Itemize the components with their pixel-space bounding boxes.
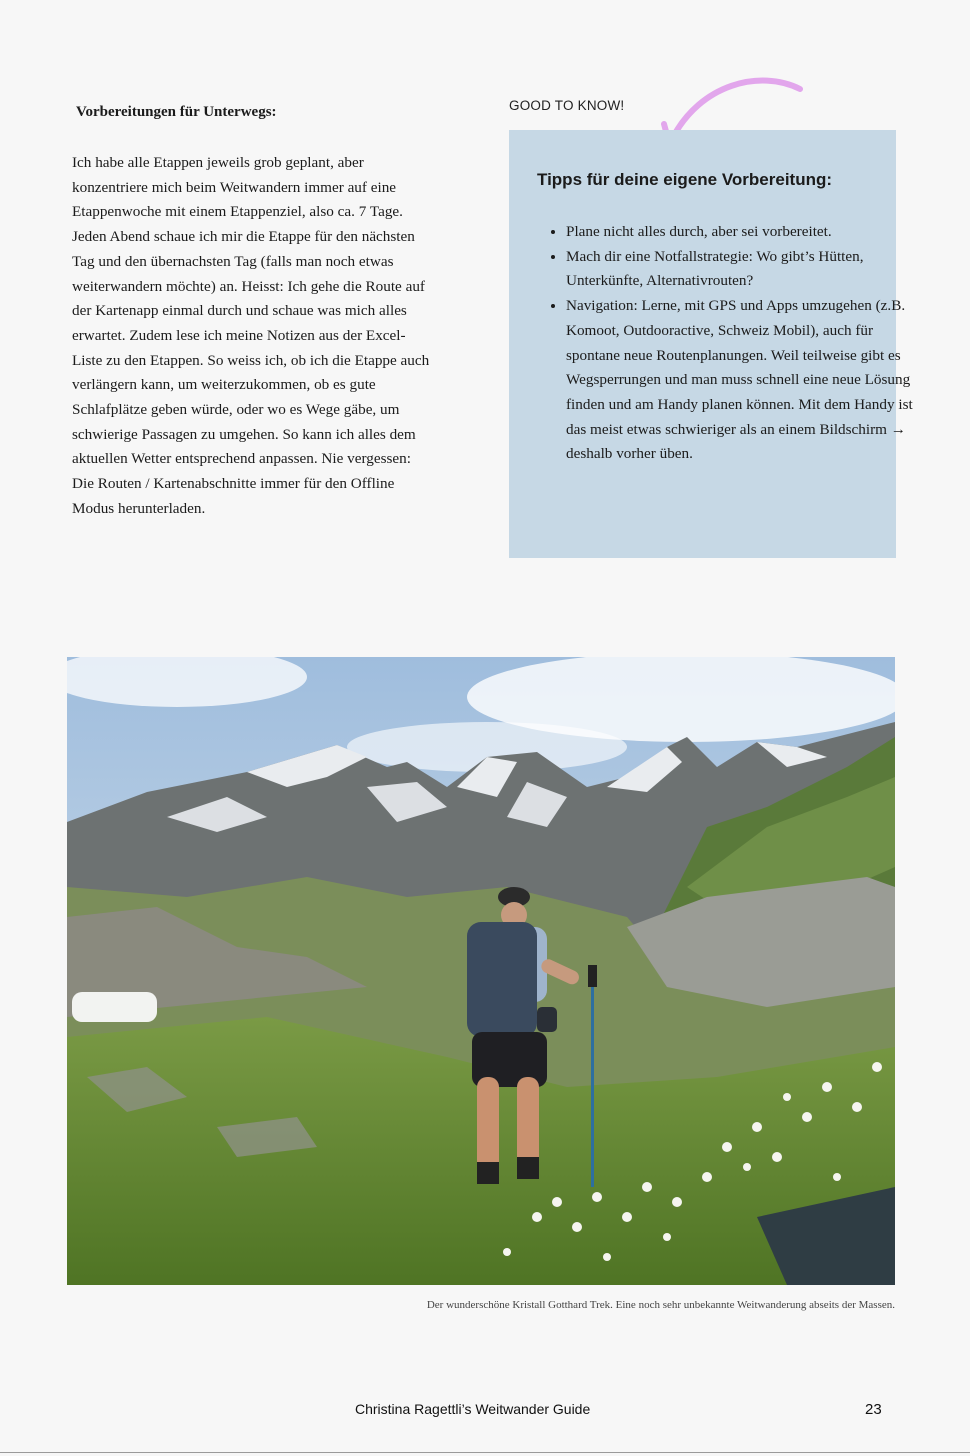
tips-list [525,220,916,467]
section-heading: Vorbereitungen für Unterwegs: [76,104,277,120]
left-column [72,100,432,537]
hiker-mountain-photo [67,657,895,1285]
tips-list-item: • Mach dir eine Notfallstrategie: Wo gibt’s Hütten, Unterkünfte, Alternativrouten? [566,245,916,294]
page-number: 23 [865,1401,882,1418]
footer-title: Christina Ragettli’s Weitwander Guide [355,1401,591,1417]
tips-list-item: • Navigation: Lerne, mit GPS und Apps umzugehen (z.B. Komoot, Outdooractive, Schweiz Mobil), auch für spontane neue Routenplanungen. Weil teilweise gibt es Wegsperrungen und man muss schnell eine neue Lösung finden und am Handy planen können. Mit dem Handy ist das meist etwas schwieriger als an einem Bildschirm → deshalb vorher üben. [566,294,916,467]
tips-box [509,130,913,558]
tips-list-item: • Plane nicht alles durch, aber sei vorbereitet. [566,220,916,245]
good-to-know-label: GOOD TO KNOW! [509,98,625,113]
photo-caption: Der wunderschöne Kristall Gotthard Trek. Eine noch sehr unbekannte Weitwanderung abseits der Massen. [426,1299,895,1311]
body-paragraph: Ich habe alle Etappen jeweils grob geplant, aber konzentriere mich beim Weitwandern immer auf eine Etappenwoche mit einem Etappenziel, also ca. 7 Tage. Jeden Abend schaue ich mir die Etappe für den nächsten Tag und den übernachsten Tag (falls man noch etwas weiterwandern möchte) an. Heisst: Ich gehe die Route auf der Kartenapp einmal durch und schaue was mich alles erwartet. Zudem lese ich meine Notizen aus der Excel-Liste zu den Etappen. So weiss ich, ob ich die Etappe auch verlängern kann, um weiterzukommen, ob es gute Schlafplätze geben würde, oder wo es Wege gäbe, um schwierige Passagen zu umgehen. So kann ich alles dem aktuellen Wetter entsprechend anpassen. Nie vergessen: Die Routen / Kartenabschnitte immer für den Offline Modus herunterladen. [72,154,430,517]
bottom-divider [0,1452,970,1453]
tips-title: Tipps für deine eigene Vorbereitung: [537,170,833,189]
